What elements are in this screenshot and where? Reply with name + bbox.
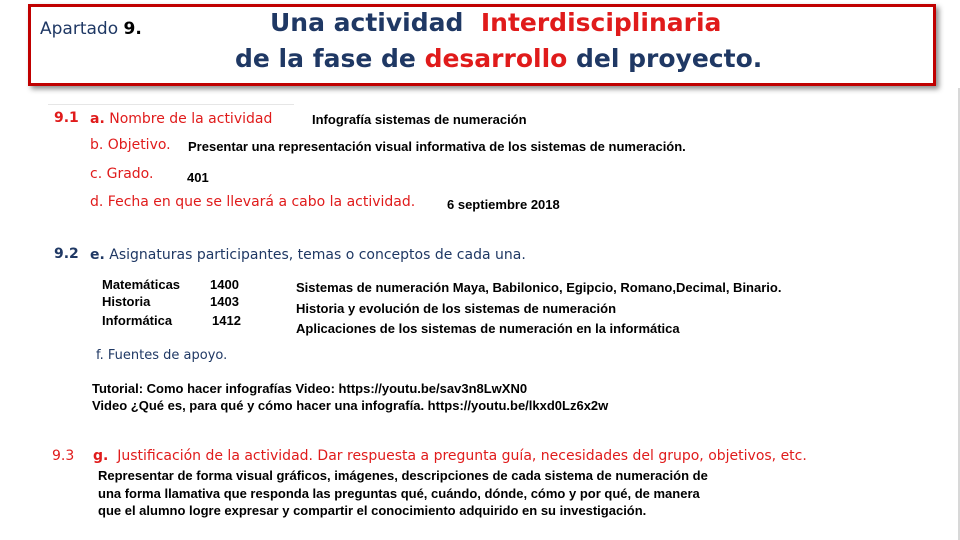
justification-line-3: que el alumno logre expresar y compartir el conocimiento adquirido en su investigación. [98,503,647,518]
subject-topic: Sistemas de numeración Maya, Babilonico, Egipcio, Romano,Decimal, Binario. [296,280,782,295]
subject-code: 1400 [210,277,239,292]
item-g-letter: g. [93,448,109,464]
title-part-c: de la fase de [235,44,416,73]
section-9-1-number: 9.1 [54,110,79,126]
subject-topic: Historia y evolución de los sistemas de numeración [296,301,617,316]
item-f-label: f. Fuentes de apoyo. [96,348,228,363]
justification-line-1: Representar de forma visual gráficos, imágenes, descripciones de cada sistema de numeración de [98,468,708,483]
subject-name: Historia [102,294,151,309]
item-g-label: Justificación de la actividad. Dar respuesta a pregunta guía, necesidades del grupo, objetivos, etc. [117,448,807,464]
justification-line-2: una forma llamativa que responda las preguntas qué, cuándo, dónde, cómo y por qué, de manera [98,486,700,501]
apartado-number: 9. [123,19,142,39]
grade-value: 401 [187,170,209,185]
title-part-b: Interdisciplinaria [480,8,722,37]
subject-name: Informática [102,313,173,328]
section-9-3-number: 9.3 [52,448,75,464]
apartado-label: Apartado [40,19,119,39]
item-c-label: c. Grado. [90,166,154,182]
title-part-d: desarrollo [424,44,568,73]
section-9-2-number: 9.2 [54,246,79,262]
item-e-label: Asignaturas participantes, temas o conceptos de cada una. [109,247,526,263]
date-value: 6 septiembre 2018 [447,197,560,212]
subject-code: 1412 [212,313,241,328]
title-part-a: Una actividad [270,8,464,37]
item-b-label: b. Objetivo. [90,137,171,153]
divider [48,104,294,105]
page-title-line2 [235,44,762,73]
item-a [90,110,272,128]
item-g [93,447,807,465]
item-e-letter: e. [90,247,105,263]
item-a-label: Nombre de la actividad [109,111,273,127]
item-a-letter: a. [90,111,105,127]
activity-name-value: Infografía sistemas de numeración [312,112,527,127]
title-part-e: del proyecto. [576,44,763,73]
subject-name: Matemáticas [102,277,181,292]
subject-topic: Aplicaciones de los sistemas de numeración en la informática [296,321,680,336]
item-d-label: d. Fecha en que se llevará a cabo la actividad. [90,194,416,210]
page-title-line1 [270,8,721,37]
section-label [40,19,142,39]
subject-code: 1403 [210,294,239,309]
source-line-1[interactable]: Tutorial: Como hacer infografías Video: https://youtu.be/sav3n8LwXN0 [92,381,528,396]
item-e [90,246,526,264]
source-line-2[interactable]: Video ¿Qué es, para qué y cómo hacer una infografía. https://youtu.be/lkxd0Lz6x2w [92,398,609,413]
objective-value: Presentar una representación visual informativa de los sistemas de numeración. [188,139,686,154]
